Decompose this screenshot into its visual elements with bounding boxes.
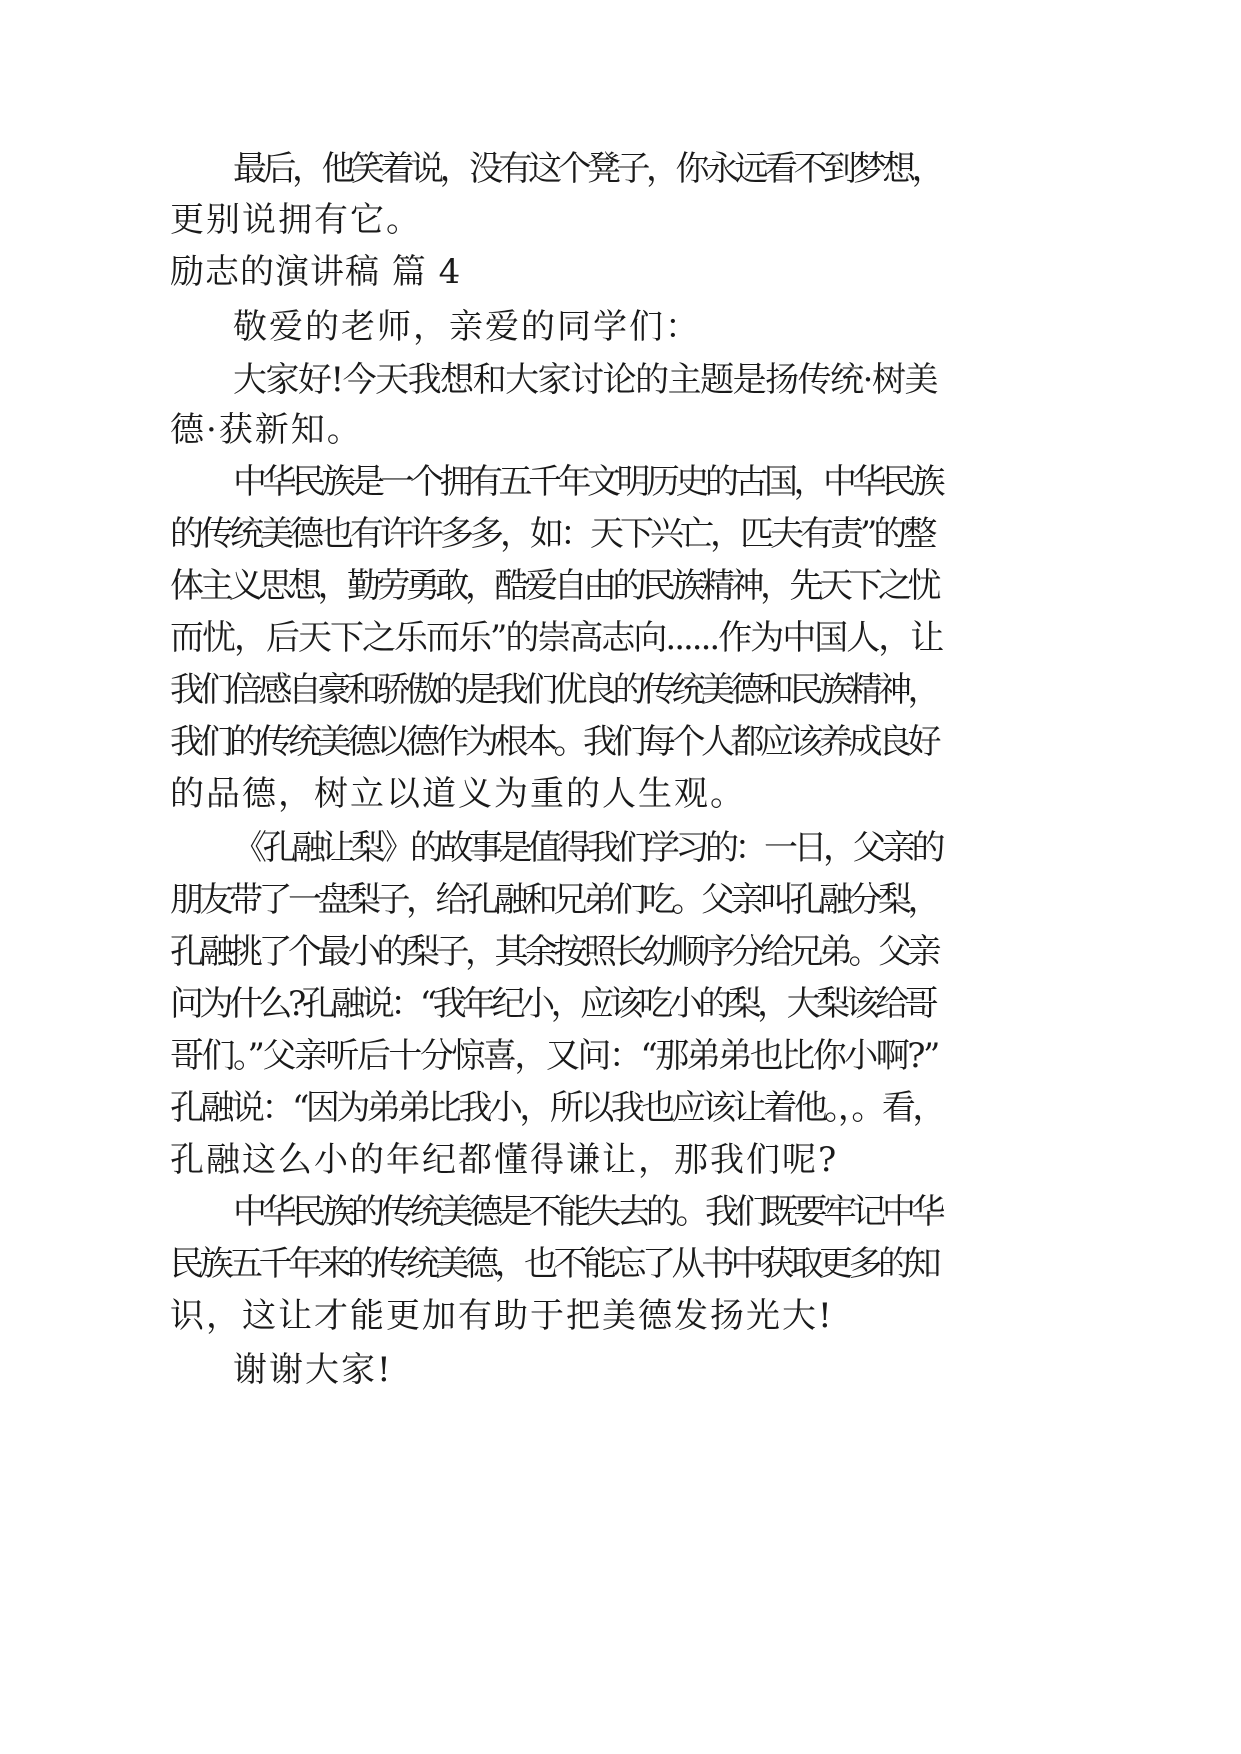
text-line: 的品德，树立以道义为重的人生观。 [170, 774, 746, 814]
text-line: 朋友带了一盘梨子，给孔融和兄弟们吃。父亲叫孔融分梨， [170, 880, 937, 920]
text-line: 哥们。”父亲听后十分惊喜，又问：“那弟弟也比你小啊?” [170, 1036, 938, 1076]
text-line: 问为什么?孔融说：“我年纪小，应该吃小的梨，大梨该给哥 [170, 984, 935, 1024]
text-line: 孔融挑了个最小的梨子，其余按照长幼顺序分给兄弟。父亲 [170, 932, 937, 972]
section-heading: 励志的演讲稿 篇 4 [170, 252, 462, 292]
text-line: 体主义思想，勤劳勇敢，酷爱自由的民族精神，先天下之忧 [170, 566, 937, 606]
text-line: 而忧，后天下之乐而乐”的崇高志向......作为中国人，让 [170, 618, 943, 658]
text-line: 谢谢大家! [233, 1350, 393, 1390]
text-line: 敬爱的老师，亲爱的同学们： [233, 307, 701, 347]
text-line: 孔融这么小的年纪都懂得谦让，那我们呢? [170, 1140, 839, 1180]
text-line: 大家好!今天我想和大家讨论的主题是扬传统·树美 [233, 360, 937, 400]
text-line: 孔融说：“因为弟弟比我小，所以我也应该让着他。，。看， [170, 1088, 943, 1128]
text-line: 民族五千年来的传统美德，也不能忘了从书中获取更多的知 [170, 1244, 937, 1284]
text-line: 中华民族的传统美德是不能失去的。我们既要牢记中华 [233, 1192, 941, 1232]
text-line: 中华民族是一个拥有五千年文明历史的古国，中华民族 [233, 462, 941, 502]
text-line: 更别说拥有它。 [170, 200, 422, 240]
text-line: 《孔融让梨》的故事是值得我们学习的：一日，父亲的 [233, 828, 941, 868]
text-line: 德·获新知。 [170, 410, 363, 450]
text-line: 的传统美德也有许许多多，如：天下兴亡，匹夫有责”的整 [170, 514, 934, 554]
text-line: 最后，他笑着说，没有这个凳子，你永远看不到梦想， [233, 149, 941, 189]
text-line: 我们倍感自豪和骄傲的是我们优良的传统美德和民族精神， [170, 670, 937, 710]
text-line: 识，这让才能更加有助于把美德发扬光大! [170, 1296, 834, 1336]
text-line: 我们的传统美德以德作为根本。我们每个人都应该养成良好 [170, 722, 937, 762]
